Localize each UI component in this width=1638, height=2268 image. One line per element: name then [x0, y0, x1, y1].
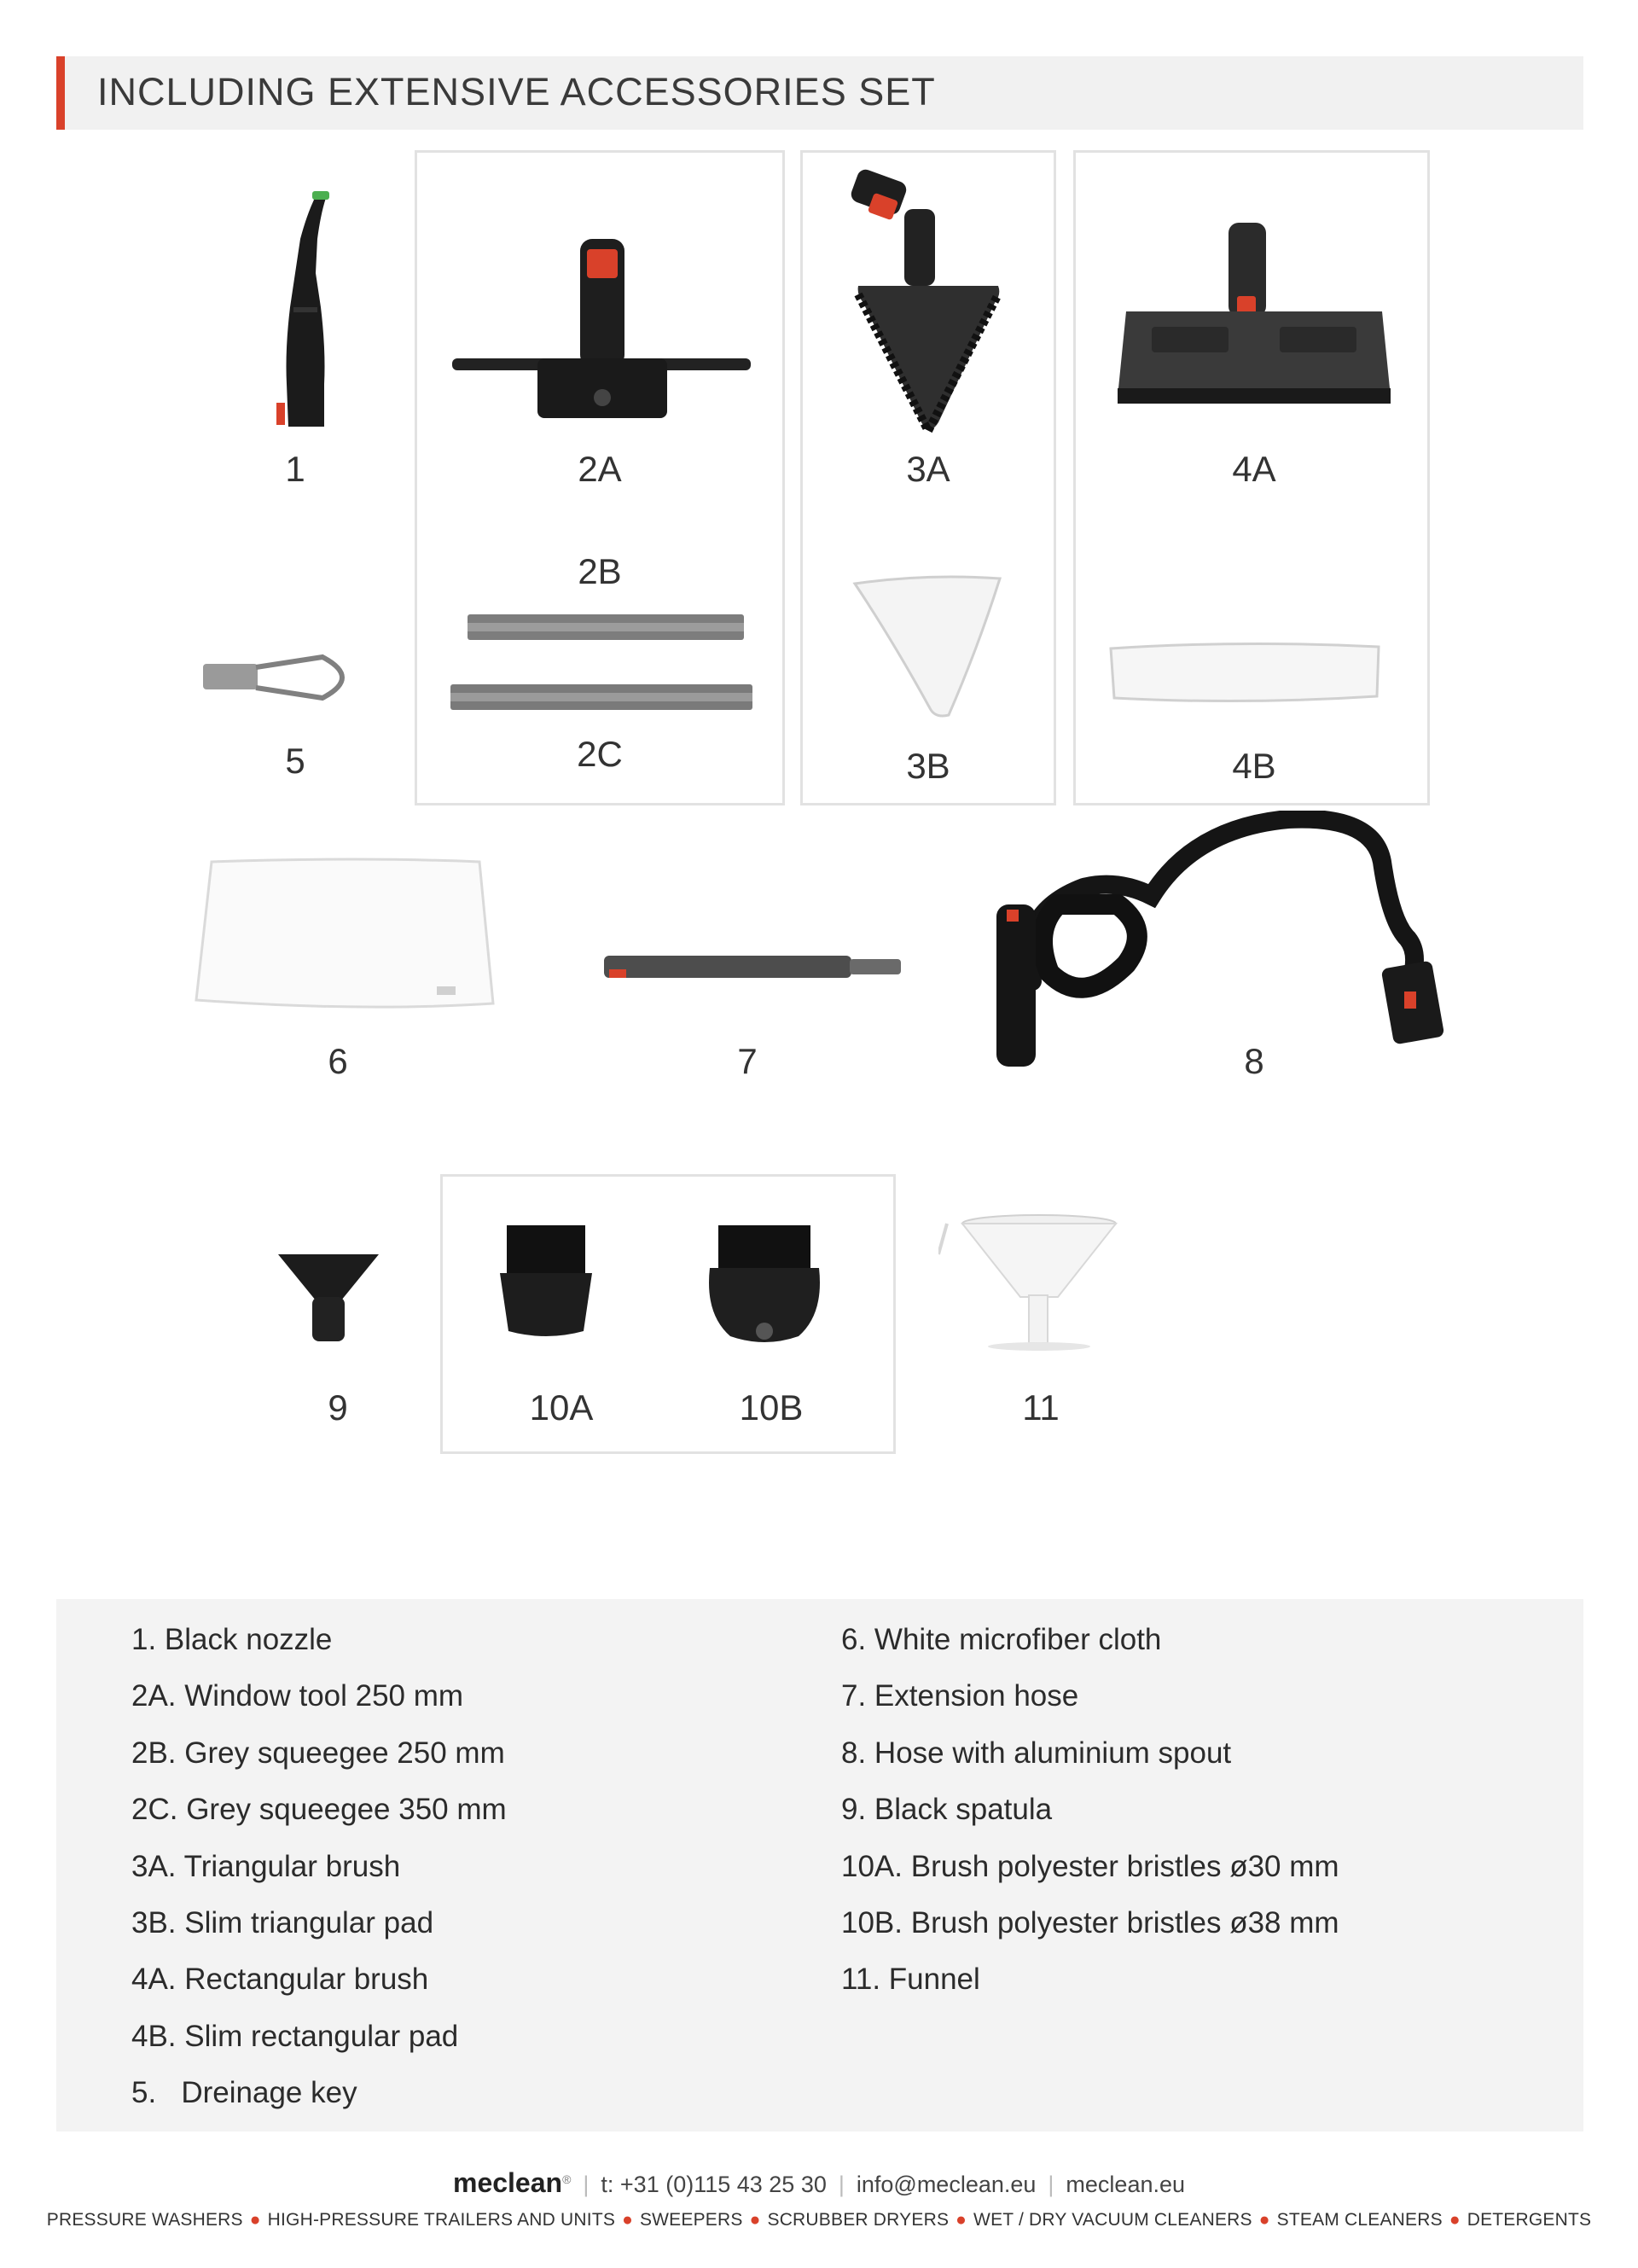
item-label-2b: 2B	[578, 551, 622, 591]
legend-item-3a: 3A. Triangular brush	[131, 1850, 401, 1883]
category-item: STEAM CLEANERS	[1276, 2210, 1443, 2230]
bullet-dot-icon: ●	[1449, 2210, 1461, 2230]
drainage-key-image	[195, 648, 374, 708]
item-label-11: 11	[1022, 1387, 1060, 1428]
header-accent-bar	[56, 56, 65, 130]
window-tool-image	[444, 230, 759, 427]
bullet-dot-icon: ●	[622, 2210, 633, 2230]
microfiber-cloth-image	[189, 853, 497, 1015]
footer-contact	[0, 2167, 1638, 2199]
legend-item-3b: 3B. Slim triangular pad	[131, 1906, 434, 1939]
triangular-brush-image	[845, 166, 1015, 439]
item-label-2a: 2A	[578, 449, 622, 489]
rectangular-brush-image	[1109, 218, 1399, 422]
separator: |	[838, 2172, 845, 2197]
brand-logo: meclean	[452, 2167, 563, 2198]
legend-item-5: 5. Dreinage key	[131, 2076, 357, 2109]
legend-item-10b: 10B. Brush polyester bristles ø38 mm	[841, 1906, 1339, 1939]
category-item: WET / DRY VACUUM CLEANERS	[973, 2210, 1252, 2230]
brush-30mm-image	[495, 1220, 597, 1340]
triangular-pad-image	[850, 572, 1007, 725]
item-label-3a: 3A	[906, 449, 950, 489]
legend-item-1: 1. Black nozzle	[131, 1623, 333, 1656]
brush-38mm-image	[705, 1220, 824, 1348]
legend-item-2c: 2C. Grey squeegee 350 mm	[131, 1793, 507, 1826]
item-label-4b: 4B	[1232, 746, 1276, 786]
legend-item-7: 7. Extension hose	[841, 1679, 1079, 1713]
bullet-dot-icon: ●	[249, 2210, 261, 2230]
category-item: SWEEPERS	[639, 2210, 743, 2230]
legend-item-11: 11. Funnel	[841, 1963, 980, 1996]
squeegee-250-image	[461, 609, 751, 647]
bullet-dot-icon: ●	[956, 2210, 967, 2230]
black-nozzle-image	[256, 179, 341, 435]
item-label-9: 9	[328, 1387, 348, 1428]
squeegee-350-image	[444, 679, 759, 717]
item-label-5: 5	[285, 741, 305, 781]
category-item: HIGH-PRESSURE TRAILERS AND UNITS	[267, 2210, 616, 2230]
legend-item-6: 6. White microfiber cloth	[841, 1623, 1162, 1656]
separator: |	[1048, 2172, 1054, 2197]
category-item: PRESSURE WASHERS	[46, 2210, 243, 2230]
legend-item-9: 9. Black spatula	[841, 1793, 1053, 1826]
legend-item-4b: 4B. Slim rectangular pad	[131, 2020, 459, 2053]
legend-item-4a: 4A. Rectangular brush	[131, 1963, 429, 1996]
legend-item-2a: 2A. Window tool 250 mm	[131, 1679, 464, 1713]
legend-item-2b: 2B. Grey squeegee 250 mm	[131, 1736, 505, 1770]
item-label-3b: 3B	[906, 746, 950, 786]
bullet-dot-icon: ●	[1258, 2210, 1270, 2230]
extension-hose-image	[597, 947, 921, 990]
rectangular-pad-image	[1106, 638, 1387, 707]
item-label-6: 6	[328, 1041, 348, 1081]
category-item: SCRUBBER DRYERS	[767, 2210, 950, 2230]
item-label-1: 1	[285, 449, 305, 489]
footer-phone[interactable]: t: +31 (0)115 43 25 30	[601, 2172, 827, 2197]
legend-item-10a: 10A. Brush polyester bristles ø30 mm	[841, 1850, 1339, 1883]
footer-website[interactable]: meclean.eu	[1066, 2172, 1186, 2197]
item-label-7: 7	[737, 1041, 758, 1081]
legend-item-8: 8. Hose with aluminium spout	[841, 1736, 1232, 1770]
footer-categories	[0, 2210, 1638, 2230]
black-spatula-image	[273, 1246, 384, 1348]
bullet-dot-icon: ●	[749, 2210, 761, 2230]
separator: |	[583, 2172, 590, 2197]
footer-email[interactable]: info@meclean.eu	[856, 2172, 1037, 2197]
item-label-2c: 2C	[577, 734, 623, 774]
item-label-4a: 4A	[1232, 449, 1276, 489]
registered-mark: ®	[562, 2172, 572, 2186]
item-label-10a: 10A	[529, 1387, 594, 1428]
item-label-8: 8	[1244, 1041, 1264, 1081]
section-title: INCLUDING EXTENSIVE ACCESSORIES SET	[97, 70, 936, 113]
funnel-image	[938, 1203, 1135, 1365]
item-label-10b: 10B	[739, 1387, 804, 1428]
category-item: DETERGENTS	[1467, 2210, 1592, 2230]
